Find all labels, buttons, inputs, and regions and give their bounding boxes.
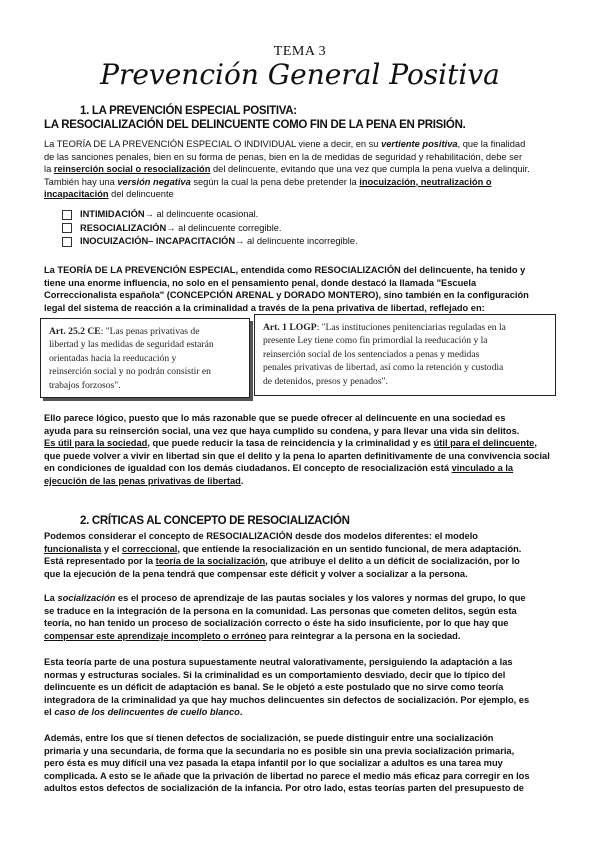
list-item-text: → al delincuente ocasional. (144, 209, 259, 219)
text-run: , que puede reducir la tasa de reincidencia y la criminalidad y es (147, 438, 434, 449)
section2-heading-text: 2. CRÍTICAS AL CONCEPTO DE RESOCIALIZACIÓN (80, 515, 350, 527)
text-run: desde dos modelos diferentes: el modelo (292, 531, 478, 541)
text-line: primaria y una secundaria, de forma que la secundaria no es posible sin una previa socialización primaria, (44, 745, 515, 756)
quote-box-logp (254, 314, 556, 396)
text-line: teoría, no han tenido un proceso de socialización correcto o éste ha sido insuficiente, por lo que hay que (44, 618, 509, 629)
text-line: Esta teoría parte de una postura supuestamente neutral valorativamente, persiguiendo la adaptación a las (44, 657, 513, 667)
emphasis-text: socialización (57, 593, 116, 603)
text-run: RESOCIALIZACIÓN (206, 531, 293, 541)
emphasis-text: versión negativa (117, 176, 191, 187)
text-run: del delincuente, evitando que una vez que cumpla la pena vuelva a delinquir. (210, 164, 530, 175)
text-line: adultos estos defectos de socialización de la infancia. Por otro lado, estas teorías parten del presupuesto de (44, 783, 524, 794)
text-line: ayuda para su reinserción social, una vez que haya cumplido su condena, y para llevar una vida sin delitos. (44, 425, 520, 436)
underlined-term: reinserción social o resocialización (53, 164, 211, 175)
text-line: legal del sistema de reacción a la criminalidad a través de la pena privativa de libertad, reflejado en: (44, 302, 485, 313)
text-line: reinserción social y no podrán consistir en (49, 366, 211, 378)
checkbox-icon (62, 223, 72, 233)
text-line: complicada. A esto se le añade que la privación de libertad no parece el medio más eficaz para corregir en los (44, 770, 530, 781)
text-run: el (44, 707, 55, 718)
text-line: Ello parece lógico, puesto que lo más razonable que se puede ofrecer al delincuente en una sociedad es (44, 413, 506, 423)
text-line: orientadas hacia la reeducación y (49, 352, 177, 364)
article-reference: Art. 1 LOGP (263, 322, 317, 333)
text-run: . (240, 475, 244, 486)
text-line: delincuente es un déficit de adaptación es banal. Se le objetó a este postulado que no sirve como teoría (44, 682, 504, 693)
underlined-term: ejecución de las penas privativas de libertad (44, 475, 241, 486)
underlined-term: útil para el delincuente (433, 438, 535, 449)
text-run: La (44, 593, 58, 603)
underlined-term: Es útil para la sociedad (44, 438, 148, 449)
text-run: : "Las instituciones penitenciarias reguladas en la (316, 322, 506, 333)
text-line: penales privativas de libertad, así como la retención y custodia (263, 362, 504, 374)
text-run: : "Las penas privativas de (100, 326, 200, 337)
article-reference: Art. 25.2 CE (49, 326, 101, 337)
underlined-term: vinculado a la (451, 463, 514, 474)
text-run: , que la finalidad (457, 139, 526, 149)
underlined-term: incapacitación (44, 189, 109, 200)
section1-paragraph2 (44, 264, 558, 314)
section1-heading-line2: LA RESOCIALIZACIÓN DEL DELINCUENTE COMO FIN DE LA PENA EN PRISIÓN. (44, 119, 466, 131)
quote-box-constitution (40, 318, 250, 398)
underlined-term: correccional (122, 543, 178, 554)
text-line: normas y estructuras sociales. Si la criminalidad es un comportamiento desviado, decir que lo típico del (44, 669, 506, 680)
text-run: , que entiende la resocialización en un sentido funcional, de mera adaptación. (177, 543, 522, 554)
text-line: se traduce en la integración de la persona en la comunidad. Las personas que cometen delitos, según esta (44, 605, 517, 616)
text-run: , (534, 438, 537, 449)
text-run: Está representado por la (44, 556, 156, 567)
text-run: RESOCIALIZACIÓN del delincuente (314, 265, 472, 275)
text-run: es el proceso de aprendizaje de las pautas sociales y los valores y normas del grupo, lo que (115, 593, 526, 603)
list-item-text: → al delincuente incorregible. (235, 236, 358, 247)
list-item-term: INOCUIZACIÓN– INCAPACITACIÓN (80, 236, 236, 247)
emphasis-text: caso de los delincuentes de cuello blanco (54, 707, 240, 718)
section1-heading-line1: 1. LA PREVENCIÓN ESPECIAL POSITIVA: (80, 105, 297, 117)
list-item-term: RESOCIALIZACIÓN (80, 222, 167, 233)
text-line: libertad y las medidas de seguridad estarán (49, 339, 214, 351)
section1-heading (44, 104, 564, 132)
text-run: y el (101, 543, 123, 554)
text-line: que la ejecución de la pena tendrá que compensar este déficit y volver a socializar a la persona. (44, 568, 468, 579)
underlined-term: funcionalista (44, 543, 102, 554)
penalty-purpose-list (62, 208, 562, 249)
section2-paragraph1 (44, 530, 558, 580)
text-line: que puede volver a vivir en libertad sin que el delito y la pena lo aparten definitivamente de una convivencia social (44, 450, 550, 461)
text-line: Además, entre los que sí tienen defectos de socialización, se puede distinguir entre una socialización (44, 733, 494, 743)
list-item-text: → al delincuente corregible. (166, 222, 282, 233)
list-item (62, 222, 562, 236)
page-title: Prevención General Positiva (100, 58, 500, 91)
text-line: trabajos forzosos". (49, 379, 121, 391)
text-line: de las sanciones penales, bien en su forma de penas, bien en la de medidas de seguridad y rehabilitación, debe ser (44, 151, 523, 162)
text-run: la (44, 164, 54, 175)
list-item (62, 235, 562, 249)
checkbox-icon (62, 210, 72, 220)
section2-paragraph3 (44, 656, 558, 719)
list-item-term: INTIMIDACIÓN (80, 209, 145, 219)
section2-paragraph2 (44, 592, 558, 642)
emphasis-text: vertiente positiva (381, 139, 458, 149)
text-line: Correccionalista española" (CONCEPCIÓN ARENAL y DORADO MONTERO), sino también en la configuración (44, 290, 529, 301)
text-run: . (239, 707, 243, 718)
list-item (62, 208, 562, 222)
text-run: para reintegrar a la persona en la sociedad. (266, 630, 461, 641)
text-run: También hay una (44, 176, 118, 187)
underlined-term: inocuización, neutralización o (359, 176, 492, 187)
text-run: Podemos considerar el concepto de (44, 531, 207, 541)
underlined-term: compensar este aprendizaje incompleto o erróneo (44, 630, 267, 641)
text-run: La TEORÍA DE LA PREVENCIÓN ESPECIAL, entendida como (44, 265, 315, 275)
text-line: pero ésta es muy difícil una vez pasada la etapa infantil por lo que socializar a adultos es una tarea muy (44, 758, 503, 769)
text-run: en condiciones de igualdad con los demás ciudadanos. El concepto de resocialización está (44, 463, 452, 474)
topic-number: TEMA 3 (273, 44, 327, 59)
text-run: según la cual la pena debe pretender la (190, 176, 360, 187)
text-line: de detenidos, presos y penados". (263, 375, 388, 387)
text-line: tiene una enorme influencia, no solo en el pensamiento penal, donde destacó la llamada "Escuela (44, 277, 477, 288)
underlined-term: teoría de la socialización (155, 556, 266, 567)
text-line: presente Ley tiene como fin primordial la reeducación y la (263, 335, 488, 347)
text-run: La TEORÍA DE LA PREVENCIÓN ESPECIAL O INDIVIDUAL viene a decir, en su (44, 139, 382, 149)
section1-paragraph3 (44, 412, 558, 488)
text-run: , ha tenido y (471, 265, 526, 275)
text-line: reinserción social de los sentenciados a penas y medidas (263, 348, 480, 360)
section2-heading (80, 514, 600, 528)
section1-paragraph1 (44, 138, 558, 201)
text-run: , que atribuye el delito a un déficit de socialización, por lo (265, 556, 520, 567)
checkbox-icon (62, 237, 72, 247)
text-run: del delincuente (108, 189, 174, 200)
section2-paragraph4 (44, 732, 558, 795)
text-line: integradora de la criminalidad ya que hay muchos delincuentes sin defectos de socialización. Por ejemplo, es (44, 694, 530, 705)
